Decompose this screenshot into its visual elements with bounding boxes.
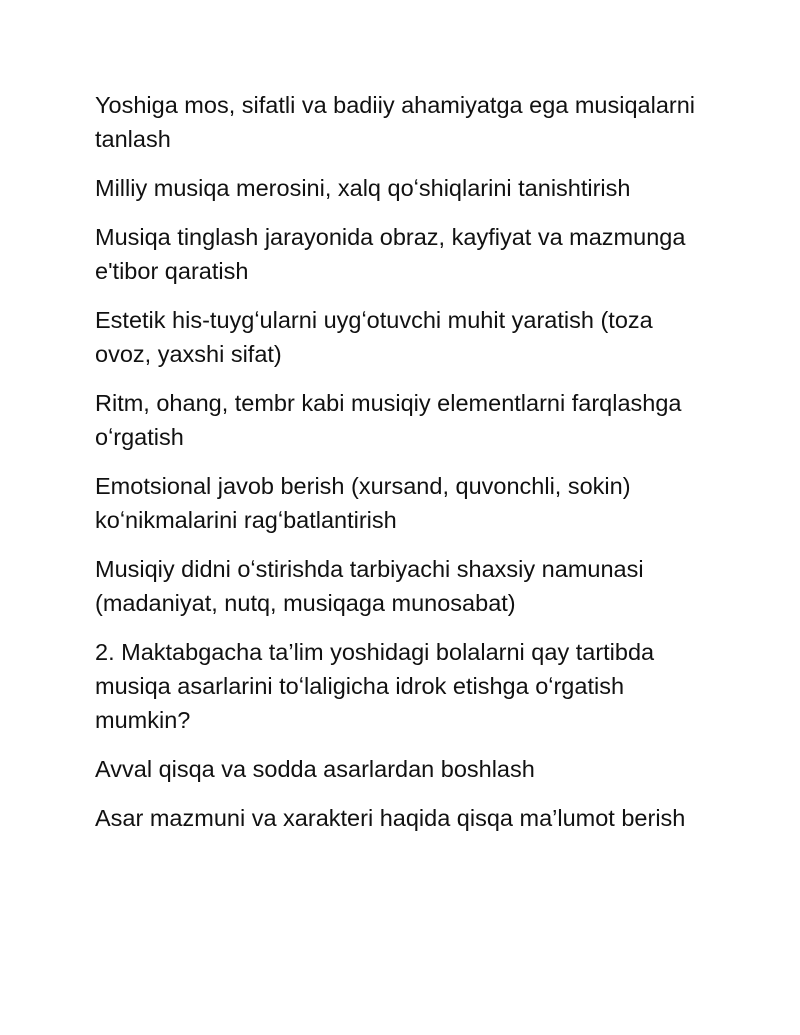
paragraph-emotional-response: Emotsional javob berish (xursand, quvonchli, sokin) koʻnikmalarini ragʻbatlantirish bbox=[95, 473, 631, 533]
paragraph-music-selection: Yoshiga mos, sifatli va badiiy ahamiyatga ega musiqalarni tanlash bbox=[95, 92, 696, 152]
paragraph-national-heritage: Milliy musiqa merosini, xalq qoʻshiqlarini tanishtirish bbox=[95, 175, 631, 201]
paragraph-listening-attention: Musiqa tinglash jarayonida obraz, kayfiyat va mazmunga e'tibor qaratish bbox=[95, 224, 686, 284]
paragraph-musical-elements: Ritm, ohang, tembr kabi musiqiy elementlarni farqlashga oʻrgatish bbox=[95, 390, 682, 450]
paragraph-short-works: Avval qisqa va sodda asarlardan boshlash bbox=[95, 756, 535, 782]
paragraph-teacher-example: Musiqiy didni oʻstirishda tarbiyachi shaxsiy namunasi (madaniyat, nutq, musiqaga munosabat) bbox=[95, 556, 644, 616]
question-heading: 2. Maktabgacha ta’lim yoshidagi bolalarni qay tartibda musiqa asarlarini toʻlaligicha idrok etishga oʻrgatish mumkin? bbox=[95, 639, 655, 733]
paragraph-aesthetic-environment: Estetik his-tuygʻularni uygʻotuvchi muhit yaratish (toza ovoz, yaxshi sifat) bbox=[95, 307, 653, 367]
paragraph-work-information: Asar mazmuni va xarakteri haqida qisqa ma’lumot berish bbox=[95, 805, 686, 831]
document-body bbox=[95, 88, 715, 850]
